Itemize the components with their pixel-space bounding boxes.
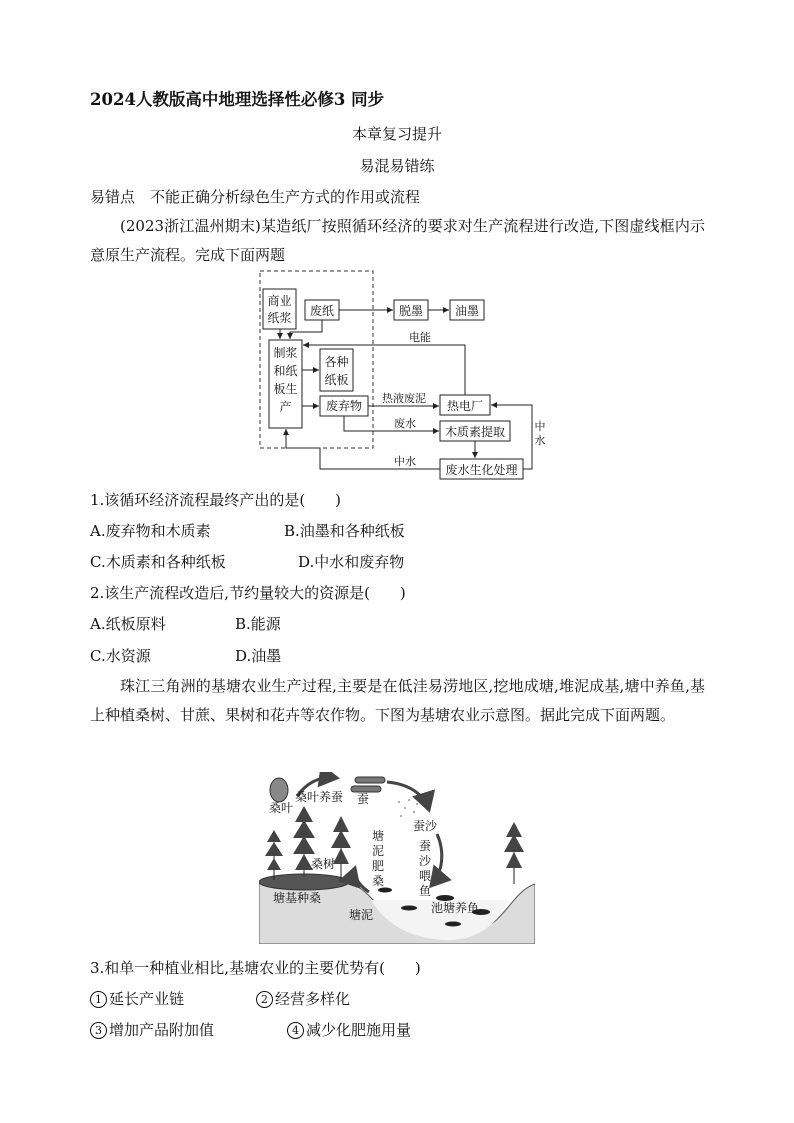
chapter-subtitle: 本章复习提升: [351, 125, 442, 143]
svg-text:桑叶养蚕: 桑叶养蚕: [295, 790, 344, 804]
question-3-stem: 3.和单一种植业相比,基塘农业的主要优势有( ): [90, 959, 421, 977]
svg-text:油墨: 油墨: [454, 304, 480, 318]
question-1-option-d[interactable]: D.中水和废弃物: [298, 553, 405, 571]
circled-number: 2: [256, 991, 273, 1008]
svg-text:桑: 桑: [372, 874, 385, 888]
svg-text:纸浆: 纸浆: [267, 311, 292, 325]
dike-pond-diagram: [259, 772, 535, 944]
svg-text:中: 中: [534, 420, 546, 433]
svg-text:废弃物: 废弃物: [325, 399, 363, 413]
svg-text:桑叶: 桑叶: [269, 801, 294, 815]
svg-text:商业: 商业: [267, 294, 292, 308]
question-3-item-2[interactable]: [256, 988, 350, 1009]
paper-mill-flow-diagram: [250, 268, 550, 483]
question-1-option-a[interactable]: A.废弃物和木质素: [90, 522, 211, 540]
question-2-stem: 2.该生产流程改造后,节约量较大的资源是( ): [90, 584, 406, 602]
intro-paragraph-2: 珠江三角洲的基塘农业生产过程,主要是在低洼易涝地区,挖地成塘,堆泥成基,塘中养鱼,基上种植桑树、甘蔗、果树和花卉等农作物。下图为基塘农业示意图。据此完成下面两题。: [90, 677, 705, 724]
svg-text:池塘养鱼: 池塘养鱼: [431, 901, 480, 915]
item-text: 延长产业链: [109, 990, 185, 1008]
question-2-option-d[interactable]: D.油墨: [235, 647, 282, 665]
item-text: 经营多样化: [275, 990, 351, 1008]
dike-top: [259, 874, 349, 890]
mulberry-leaf-icon: [270, 778, 288, 802]
svg-text:中水: 中水: [394, 455, 416, 468]
question-1-option-b[interactable]: B.油墨和各种纸板: [284, 522, 405, 540]
svg-text:制浆: 制浆: [273, 346, 298, 360]
svg-text:各种: 各种: [324, 355, 349, 369]
question-3-item-3[interactable]: [90, 1019, 214, 1040]
svg-text:蚕: 蚕: [357, 792, 370, 806]
svg-text:沙: 沙: [419, 854, 432, 868]
svg-text:纸板: 纸板: [324, 373, 349, 387]
svg-text:木质素提取: 木质素提取: [444, 425, 506, 439]
svg-text:产: 产: [279, 400, 292, 414]
svg-text:废水生化处理: 废水生化处理: [445, 463, 518, 477]
intro-paragraph-1: (2023浙江温州期末)某造纸厂按照循环经济的要求对生产流程进行改造,下图虚线框内示意原生产流程。完成下面两题: [90, 217, 705, 264]
section-heading: 易混易错练: [359, 157, 435, 175]
question-3-item-4[interactable]: [287, 1019, 411, 1040]
question-1-option-c[interactable]: C.木质素和各种纸板: [90, 553, 226, 571]
svg-text:蚕: 蚕: [419, 839, 432, 853]
svg-text:泥: 泥: [372, 844, 385, 858]
svg-text:塘基种桑: 塘基种桑: [273, 891, 322, 905]
question-2-option-a[interactable]: A.纸板原料: [90, 615, 166, 633]
document-title: 2024人教版高中地理选择性必修3 同步: [90, 90, 385, 109]
svg-text:塘泥: 塘泥: [349, 908, 374, 922]
svg-text:喂: 喂: [419, 869, 432, 883]
circled-number: 1: [90, 991, 107, 1008]
question-3-item-1[interactable]: [90, 988, 184, 1009]
svg-text:桑树: 桑树: [311, 857, 336, 871]
circled-number: 4: [287, 1022, 304, 1039]
item-text: 减少化肥施用量: [306, 1021, 412, 1039]
question-2-option-b[interactable]: B.能源: [235, 615, 281, 633]
svg-text:废纸: 废纸: [309, 304, 335, 318]
svg-text:脱墨: 脱墨: [398, 304, 424, 318]
svg-text:蚕沙: 蚕沙: [413, 819, 438, 833]
svg-text:热电厂: 热电厂: [446, 399, 484, 413]
svg-text:塘: 塘: [372, 829, 385, 843]
svg-text:肥: 肥: [372, 859, 385, 873]
svg-text:废水: 废水: [394, 417, 416, 430]
question-1-stem: 1.该循环经济流程最终产出的是( ): [90, 491, 342, 509]
circled-number: 3: [90, 1022, 107, 1039]
svg-text:鱼: 鱼: [419, 884, 432, 898]
item-text: 增加产品附加值: [109, 1021, 215, 1039]
svg-text:板生: 板生: [273, 382, 298, 396]
error-point-heading: 易错点 不能正确分析绿色生产方式的作用或流程: [90, 188, 421, 206]
svg-text:热液废泥: 热液废泥: [382, 392, 426, 405]
svg-text:水: 水: [534, 434, 546, 447]
svg-text:和纸: 和纸: [273, 364, 298, 378]
svg-text:电能: 电能: [409, 331, 431, 344]
question-2-option-c[interactable]: C.水资源: [90, 647, 151, 665]
silkworm-icon: [351, 777, 385, 792]
